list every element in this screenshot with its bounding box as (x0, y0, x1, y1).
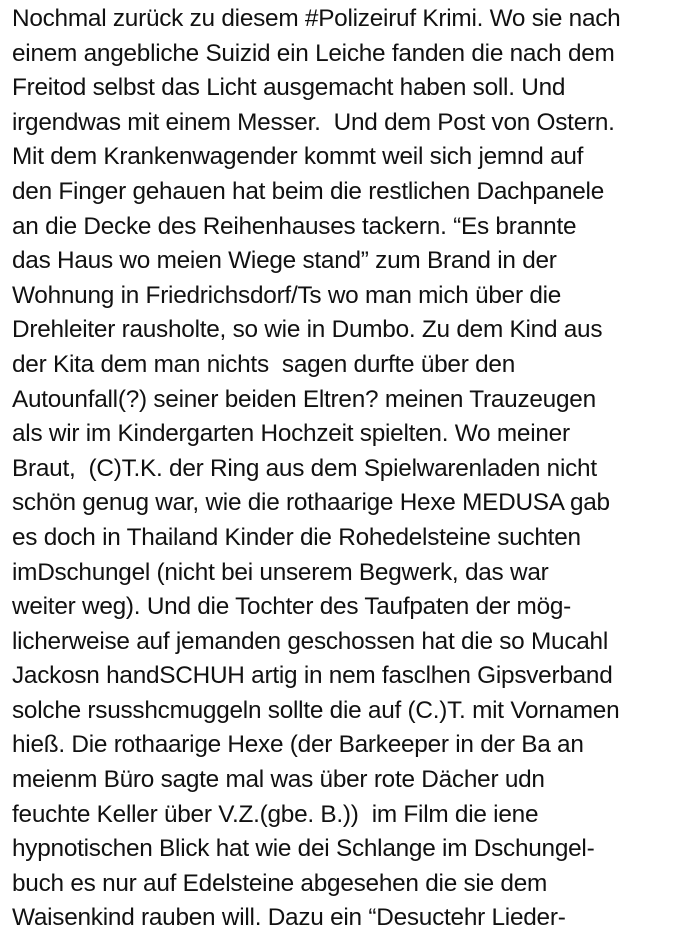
text-line: Braut, (C)T.K. der Ring aus dem Spielwarenladen nicht (12, 454, 597, 482)
text-line: imDschungel (nicht bei unserem Begwerk, das war (12, 558, 549, 586)
text-line: feuchte Keller über V.Z.(gbe. B.)) im Film die iene (12, 800, 539, 828)
text-line: licherweise auf jemanden geschossen hat die so Mucahl (12, 627, 609, 655)
text-line: buch es nur auf Edelsteine abgesehen die sie dem (12, 869, 548, 897)
text-line: es doch in Thailand Kinder die Rohedelsteine suchten (12, 523, 581, 551)
text-line: hypnotischen Blick hat wie dei Schlange im Dschungel- (12, 835, 595, 863)
text-line: solche rsusshcmuggeln sollte die auf (C.)T. mit Vornamen (12, 696, 620, 724)
text-line: als wir im Kindergarten Hochzeit spielten. Wo meiner (12, 420, 570, 448)
text-line: das Haus wo meien Wiege stand” zum Brand in der (12, 247, 557, 275)
text-line: Mit dem Krankenwagender kommt weil sich jemnd auf (12, 143, 584, 171)
text-line: schön genug war, wie die rothaarige Hexe MEDUSA gab (12, 489, 610, 517)
text-line: den Finger gehauen hat beim die restlichen Dachpanele (12, 177, 605, 205)
text-line: Drehleiter rausholte, so wie in Dumbo. Zu dem Kind aus (12, 316, 603, 344)
text-line: an die Decke des Reihenhauses tackern. “Es brannte (12, 212, 577, 240)
text-line: der Kita dem man nichts sagen durfte über den (12, 350, 515, 378)
text-line: Jackosn handSCHUH artig in nem fasclhen Gipsverband (12, 662, 613, 690)
text-line: hieß. Die rothaarige Hexe (der Barkeeper in der Ba an (12, 731, 584, 759)
text-line: Waisenkind rauben will. Dazu ein “Desuctehr Lieder- (12, 904, 566, 932)
text-line: Freitod selbst das Licht ausgemacht haben soll. Und (12, 74, 566, 102)
text-line: Wohnung in Friedrichsdorf/Ts wo man mich über die (12, 281, 562, 309)
text-line: meienm Büro sagte mal was über rote Dächer udn (12, 766, 545, 794)
text-line: irgendwas mit einem Messer. Und dem Post von Ostern. (12, 108, 615, 136)
text-line: Nochmal zurück zu diesem #Polizeiruf Krimi. Wo sie nach (12, 5, 621, 32)
text-line: weiter weg). Und die Tochter des Taufpaten der mög- (12, 593, 572, 621)
text-line: einem angebliche Suizid ein Leiche fanden die nach dem (12, 39, 615, 67)
text-line: Autounfall(?) seiner beiden Eltren? meinen Trauzeugen (12, 385, 596, 413)
body-text (12, 2, 682, 936)
